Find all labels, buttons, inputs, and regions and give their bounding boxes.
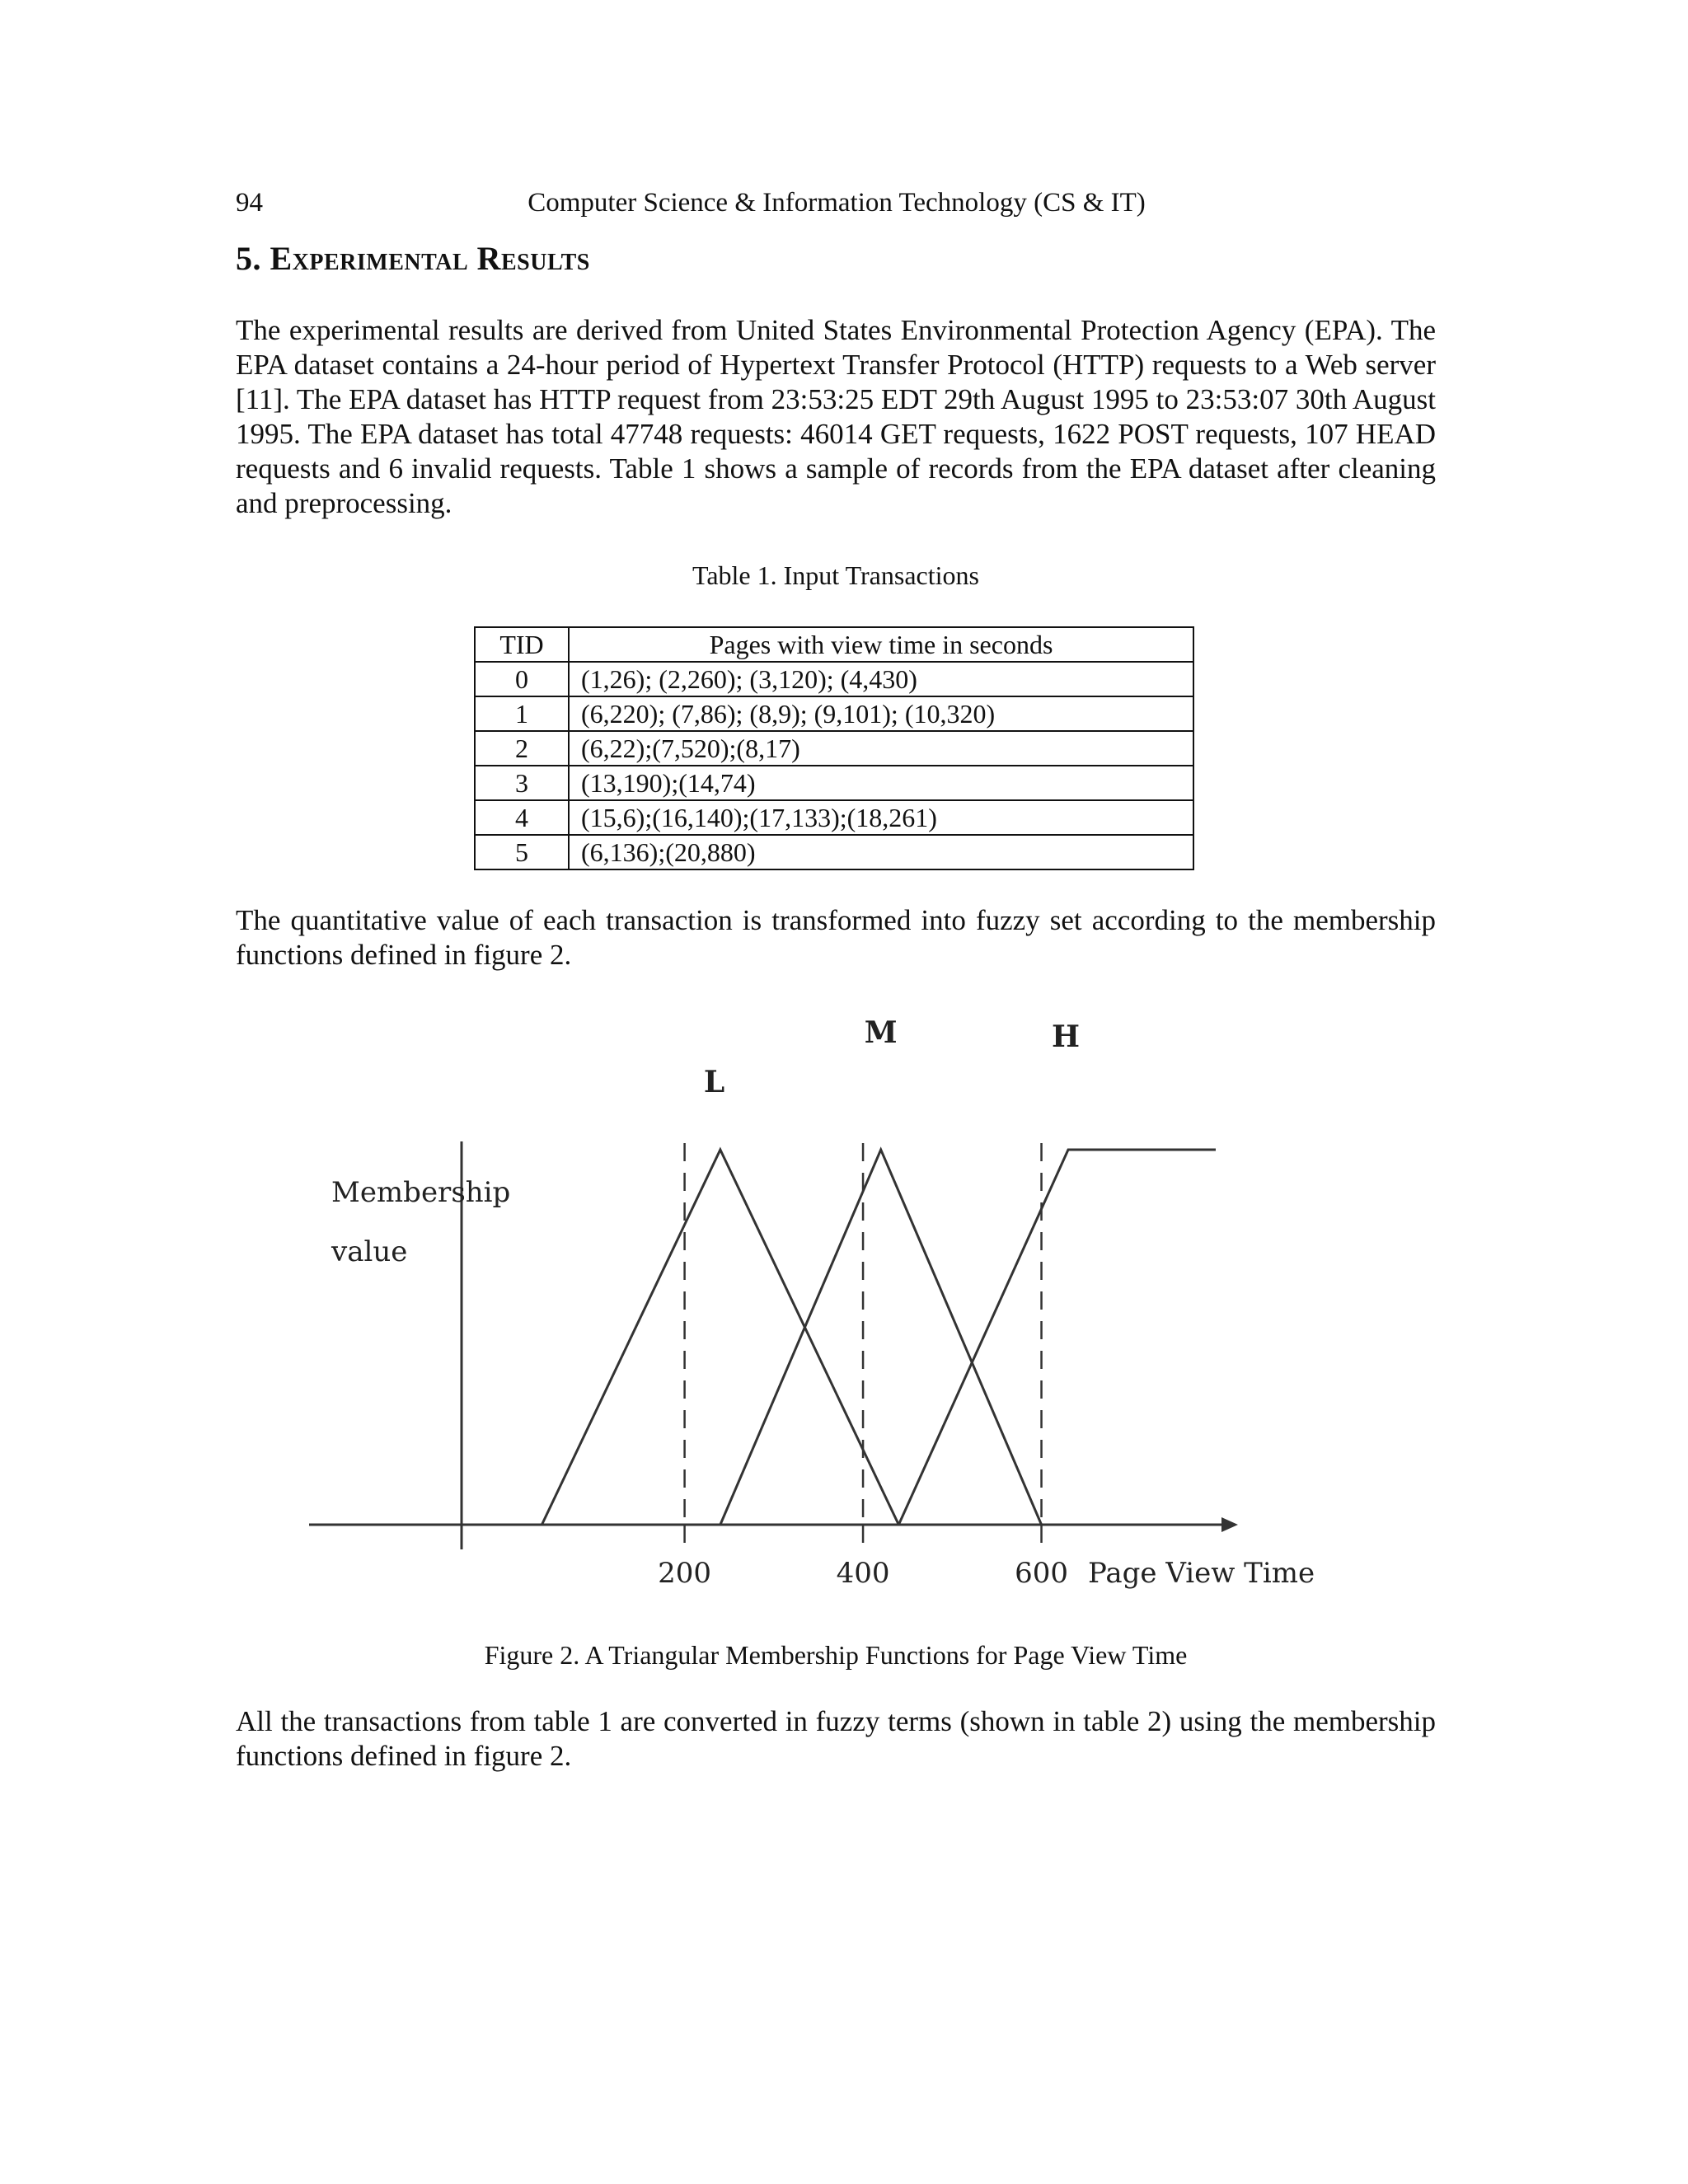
y-axis-label-line1: Membership [331, 1176, 511, 1209]
section-title: 5. Experimental Results [236, 240, 590, 277]
tid-cell: 1 [475, 696, 569, 731]
membership-series-l [542, 1150, 898, 1525]
paragraph-intro: The experimental results are derived from United States Environmental Protection Agency (EPA). The EPA dataset contains a 24-hour period of Hypertext Transfer Protocol (HTTP) requests to a Web server [11]. The EPA dataset has HTTP request from 23:53:25 EDT 29th August 1995 to 23:53:07 30th August 1995. The EPA dataset has total 47748 requests: 46014 GET requests, 1622 POST requests, 107 HEAD requests and 6 invalid requests. Table 1 shows a sample of records from the EPA dataset after cleaning and preprocessing. [236, 314, 1437, 519]
paragraph-fuzzy-transform: The quantitative value of each transaction is transformed into fuzzy set according to the membership functions defined in figure 2. [236, 904, 1436, 971]
x-tick-label: 400 [836, 1557, 890, 1590]
y-axis-label-line2: value [331, 1235, 408, 1268]
figure-caption: Figure 2. A Triangular Membership Functions for Page View Time [484, 1640, 1188, 1670]
series-label-l: L [703, 1065, 725, 1099]
table-caption: Table 1. Input Transactions [692, 560, 979, 590]
pages-cell: (6,136);(20,880) [569, 835, 1193, 869]
series-label-m: M [864, 1015, 898, 1050]
tid-cell: 5 [475, 835, 569, 869]
membership-series-h [898, 1150, 1216, 1525]
table-row [475, 766, 1193, 800]
page-number: 94 [236, 188, 263, 218]
column-header-pages: Pages with view time in seconds [569, 627, 1193, 662]
tid-cell: 4 [475, 800, 569, 835]
tid-cell: 0 [475, 662, 569, 696]
series-label-h: H [1052, 1019, 1081, 1054]
pages-cell: (6,220); (7,86); (8,9); (9,101); (10,320) [569, 696, 1193, 731]
pages-cell: (13,190);(14,74) [569, 766, 1193, 800]
tid-cell: 3 [475, 766, 569, 800]
table-row [475, 800, 1193, 835]
x-axis-label: Page View Time [1088, 1557, 1315, 1590]
paragraph-conversion: All the transactions from table 1 are converted in fuzzy terms (shown in table 2) using the membership functions defined in figure 2. [236, 1705, 1436, 1772]
table-header-row [475, 627, 1193, 662]
table-row [475, 835, 1193, 869]
column-header-tid: TID [475, 627, 569, 662]
tid-cell: 2 [475, 731, 569, 766]
table-row [475, 662, 1193, 696]
table-row [475, 696, 1193, 731]
membership-function-figure [297, 1014, 1315, 1624]
pages-cell: (1,26); (2,260); (3,120); (4,430) [569, 662, 1193, 696]
running-title: Computer Science & Information Technology (CS & IT) [528, 188, 1146, 218]
table-row [475, 731, 1193, 766]
pages-cell: (6,22);(7,520);(8,17) [569, 731, 1193, 766]
page-header [236, 183, 1437, 223]
membership-series-m [720, 1150, 1042, 1525]
x-tick-label: 600 [1015, 1557, 1068, 1590]
x-tick-label: 200 [658, 1557, 712, 1590]
x-axis-arrow [1221, 1517, 1238, 1532]
input-transactions-table [474, 626, 1194, 870]
pages-cell: (15,6);(16,140);(17,133);(18,261) [569, 800, 1193, 835]
membership-chart [297, 1014, 1315, 1624]
